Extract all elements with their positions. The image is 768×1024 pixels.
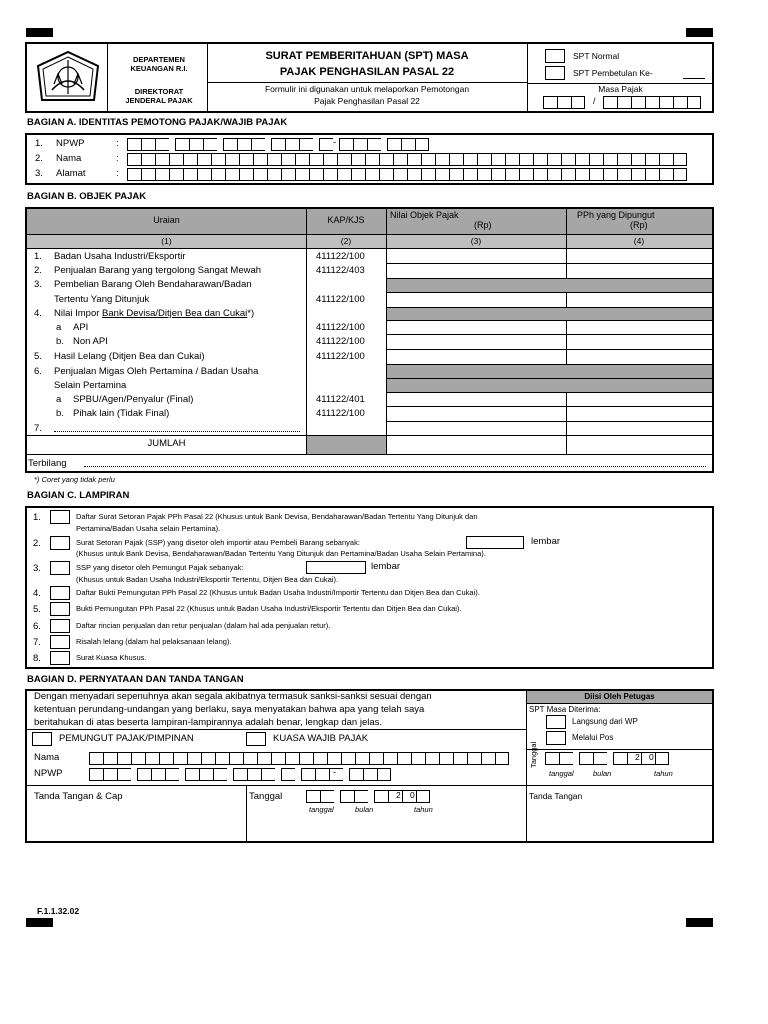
section-b-title: BAGIAN B. OBJEK PAJAK [27, 191, 147, 202]
masa-pajak-year-input[interactable] [603, 96, 701, 109]
lampiran-2-count-input[interactable] [466, 536, 524, 549]
petugas-year-2: 2 [635, 752, 640, 762]
item-text: Nilai Impor [54, 308, 100, 319]
item-num: 3. [34, 279, 42, 290]
langsung-checkbox[interactable] [546, 715, 566, 729]
lampiran-text: Surat Kuasa Khusus. [76, 653, 147, 662]
registration-mark-top-right [686, 28, 713, 37]
masa-pajak-month-input[interactable] [543, 96, 585, 109]
col-uraian-header: Uraian [153, 215, 180, 225]
item-num: b. [56, 408, 64, 419]
lampiran-text: Pertamina/Badan Usaha selain Pertamina). [76, 524, 221, 533]
colon: : [116, 168, 119, 179]
form-subtitle-line1: Formulir ini digunakan untuk melaporkan Pemotongan [264, 84, 470, 94]
pemungut-label: PEMUNGUT PAJAK/PIMPINAN [59, 733, 194, 744]
item-num: 4. [34, 308, 42, 319]
item-text: API [73, 322, 89, 333]
item-text: Non API [73, 336, 108, 347]
lampiran-2-checkbox[interactable] [50, 536, 70, 550]
spt-pembetulan-label: SPT Pembetulan Ke- [573, 68, 653, 78]
registration-mark-bottom-left [26, 918, 53, 927]
item-num: 7. [34, 423, 42, 434]
colon: : [116, 138, 119, 149]
d-nama-input[interactable] [89, 752, 509, 765]
masa-pajak-label: Masa Pajak [598, 84, 643, 94]
registration-mark-bottom-right [686, 918, 713, 927]
lampiran-num: 6. [33, 621, 41, 632]
registration-mark-top-left [26, 28, 53, 37]
npwp-dash: - [333, 137, 337, 148]
item-kap: 411122/401 [316, 394, 365, 405]
row-num: 2. [35, 153, 43, 164]
d-year-2: 2 [396, 790, 401, 800]
item-text: SPBU/Agen/Penyalur (Final) [73, 394, 194, 405]
d-bln: bulan [355, 805, 374, 814]
ministry-emblem-icon [32, 50, 104, 108]
lampiran-6-checkbox[interactable] [50, 619, 70, 633]
item-num: a [56, 322, 62, 333]
row-num: 3. [35, 168, 43, 179]
item-kap: 411122/403 [316, 265, 365, 276]
dept-line2: KEUANGAN R.I. [130, 64, 188, 73]
lampiran-num: 4. [33, 588, 41, 599]
petugas-tgl: tanggal [549, 769, 574, 778]
d-npwp-input[interactable] [89, 768, 391, 781]
footnote: *) Coret yang tidak perlu [34, 475, 115, 484]
lampiran-8-checkbox[interactable] [50, 651, 70, 665]
lampiran-num: 3. [33, 563, 41, 574]
item-kap: 411122/100 [316, 336, 365, 347]
alamat-input[interactable] [127, 168, 687, 181]
lampiran-num: 7. [33, 637, 41, 648]
nama-input[interactable] [127, 153, 687, 166]
dept-line1: DEPARTEMEN [133, 55, 185, 64]
spt-diterima-label: SPT Masa Diterima: [529, 705, 601, 714]
item-num: 1. [34, 251, 42, 262]
masa-pajak-separator: / [593, 96, 596, 106]
d-npwp-dash: - [333, 767, 337, 778]
npwp-label: NPWP [56, 138, 85, 149]
d-tanggal-label: Tanggal [249, 791, 283, 802]
lampiran-1-checkbox[interactable] [50, 510, 70, 524]
lampiran-5-checkbox[interactable] [50, 602, 70, 616]
item-num: 6. [34, 366, 42, 377]
col-pph-header: PPh yang Dipungut [577, 210, 655, 220]
petugas-year-0: 0 [649, 752, 654, 762]
lampiran-text: Daftar Bukti Pemungutan PPh Pasal 22 (Khusus untuk Badan Usaha Industri/Importir Tertentu dan Ditjen Bea dan Cukai). [76, 588, 480, 597]
lampiran-num: 1. [33, 512, 41, 523]
dir-line2: JENDERAL PAJAK [125, 96, 193, 105]
item-num: a [56, 394, 62, 405]
d-tgl: tanggal [309, 805, 334, 814]
col-num-3: (3) [470, 236, 482, 246]
col-nilai-rp: (Rp) [474, 220, 492, 230]
item-text: Hasil Lelang (Ditjen Bea dan Cukai) [54, 351, 205, 362]
npwp-input[interactable] [127, 138, 429, 151]
lampiran-text: Bukti Pemungutan PPh Pasal 22 (Khusus untuk Badan Usaha Industri/Eksportir Tertentu dan Ditjen Bea dan Cukai). [76, 604, 462, 613]
terbilang-label: Terbilang [28, 458, 67, 469]
lampiran-text: Surat Setoran Pajak (SSP) yang disetor oleh importir atau Pembeli Barang sebanyak: [76, 538, 360, 547]
lampiran-3-count-input[interactable] [306, 561, 366, 574]
lampiran-text: Daftar Surat Setoran Pajak PPh Pasal 22 (Khusus untuk Bank Devisa, Bendaharawan/Badan Tertentu Yang Ditunjuk dan [76, 512, 478, 521]
spt-normal-label: SPT Normal [573, 51, 620, 61]
item-text: Badan Usaha Industri/Eksportir [54, 251, 186, 262]
impor-underline: Bank Devisa/Ditjen Bea dan Cukai [102, 308, 248, 319]
lampiran-7-checkbox[interactable] [50, 635, 70, 649]
statement-line1: Dengan menyadari sepenuhnya akan segala akibatnya termasuk sanksi-sanksi sesuai dengan [34, 691, 432, 702]
item-text: Pihak lain (Tidak Final) [73, 408, 170, 419]
d-nama-label: Nama [34, 752, 60, 763]
ttd-cap-label: Tanda Tangan & Cap [34, 791, 123, 802]
lembar-label: lembar [531, 536, 561, 547]
section-c-title: BAGIAN C. LAMPIRAN [27, 490, 130, 501]
lampiran-num: 2. [33, 538, 41, 549]
col-num-1: (1) [161, 236, 172, 246]
row-num: 1. [35, 138, 43, 149]
kuasa-checkbox[interactable] [246, 732, 266, 746]
lampiran-num: 8. [33, 653, 41, 664]
lampiran-3-checkbox[interactable] [50, 561, 70, 575]
petugas-bln: bulan [593, 769, 612, 778]
item-kap: 411122/100 [316, 251, 365, 262]
item-text: Tertentu Yang Ditunjuk [54, 294, 150, 305]
item-num: 2. [34, 265, 42, 276]
item-kap: 411122/100 [316, 294, 365, 305]
jumlah-label: JUMLAH [147, 438, 186, 449]
lampiran-num: 5. [33, 604, 41, 615]
d-thn: tahun [414, 805, 433, 814]
melalui-pos-checkbox[interactable] [546, 731, 566, 745]
d-npwp-label: NPWP [34, 768, 63, 779]
col-num-2: (2) [340, 236, 352, 246]
petugas-thn: tahun [654, 769, 673, 778]
item-kap: 411122/100 [316, 322, 365, 333]
statement-line2: ketentuan perundang-undangan yang berlaku, saya menyatakan bahwa apa yang telah saya [34, 704, 425, 715]
item-kap: 411122/100 [316, 351, 365, 362]
item-text: Selain Pertamina [54, 380, 127, 391]
item-text: Penjualan Migas Oleh Pertamina / Badan Usaha [54, 366, 259, 377]
langsung-label: Langsung dari WP [572, 717, 638, 726]
col-kap-header: KAP/KJS [327, 215, 365, 225]
item-num: b. [56, 336, 64, 347]
lampiran-text: Risalah lelang (dalam hal pelaksanaan lelang). [76, 637, 232, 646]
col-num-4: (4) [633, 236, 645, 246]
col-nilai-header: Nilai Objek Pajak [390, 210, 459, 220]
petugas-ttd-label: Tanda Tangan [529, 791, 583, 801]
item-num: 5. [34, 351, 42, 362]
lembar-label: lembar [371, 561, 401, 572]
form-header [25, 42, 714, 113]
spt-pembetulan-checkbox[interactable] [545, 66, 565, 80]
form-code: F.1.1.32.02 [37, 906, 80, 916]
petugas-header: Diisi Oleh Petugas [584, 692, 655, 701]
d-year-0: 0 [410, 790, 415, 800]
kuasa-label: KUASA WAJIB PAJAK [273, 733, 369, 744]
melalui-pos-label: Melalui Pos [572, 733, 614, 742]
nama-label: Nama [56, 153, 82, 164]
section-a-title: BAGIAN A. IDENTITAS PEMOTONG PAJAK/WAJIB PAJAK [27, 117, 288, 128]
lampiran-4-checkbox[interactable] [50, 586, 70, 600]
item-text: Penjualan Barang yang tergolong Sangat Mewah [54, 265, 262, 276]
impor-tail: *) [247, 308, 255, 319]
statement-line3: beritahukan di atas beserta lampiran-lampirannya adalah benar, lengkap dan jelas. [34, 717, 383, 728]
item-text: Pembelian Barang Oleh Bendaharawan/Badan [54, 279, 252, 290]
col-pph-rp: (Rp) [630, 220, 648, 230]
form-title-line1: SURAT PEMBERITAHUAN (SPT) MASA [265, 50, 469, 62]
impor-text [54, 308, 254, 319]
pemungut-checkbox[interactable] [32, 732, 52, 746]
colon: : [116, 153, 119, 164]
lampiran-text: (Khusus untuk Bank Devisa, Bendaharawan/Badan Tertentu Yang Ditunjuk dan Pertamina/Badan Usaha Selain Pertamina). [76, 549, 486, 558]
item-kap: 411122/100 [316, 408, 365, 419]
lampiran-text: (Khusus untuk Badan Usaha Industri/Eksportir Tertentu, Ditjen Bea dan Cukai). [76, 575, 339, 584]
alamat-label: Alamat [56, 168, 86, 179]
form-title-line2: PAJAK PENGHASILAN PASAL 22 [279, 66, 455, 78]
petugas-tanggal-label: Tanggal [529, 741, 538, 768]
dir-line1: DIREKTORAT [134, 87, 184, 96]
spt-normal-checkbox[interactable] [545, 49, 565, 63]
lampiran-text: SSP yang disetor oleh Pemungut Pajak sebanyak: [76, 563, 244, 572]
lampiran-text: Daftar rincian penjualan dan retur penjualan (dalam hal ada penjualan retur). [76, 621, 331, 630]
form-subtitle-line2: Pajak Penghasilan Pasal 22 [314, 96, 420, 106]
section-d-title: BAGIAN D. PERNYATAAN DAN TANDA TANGAN [27, 674, 244, 685]
